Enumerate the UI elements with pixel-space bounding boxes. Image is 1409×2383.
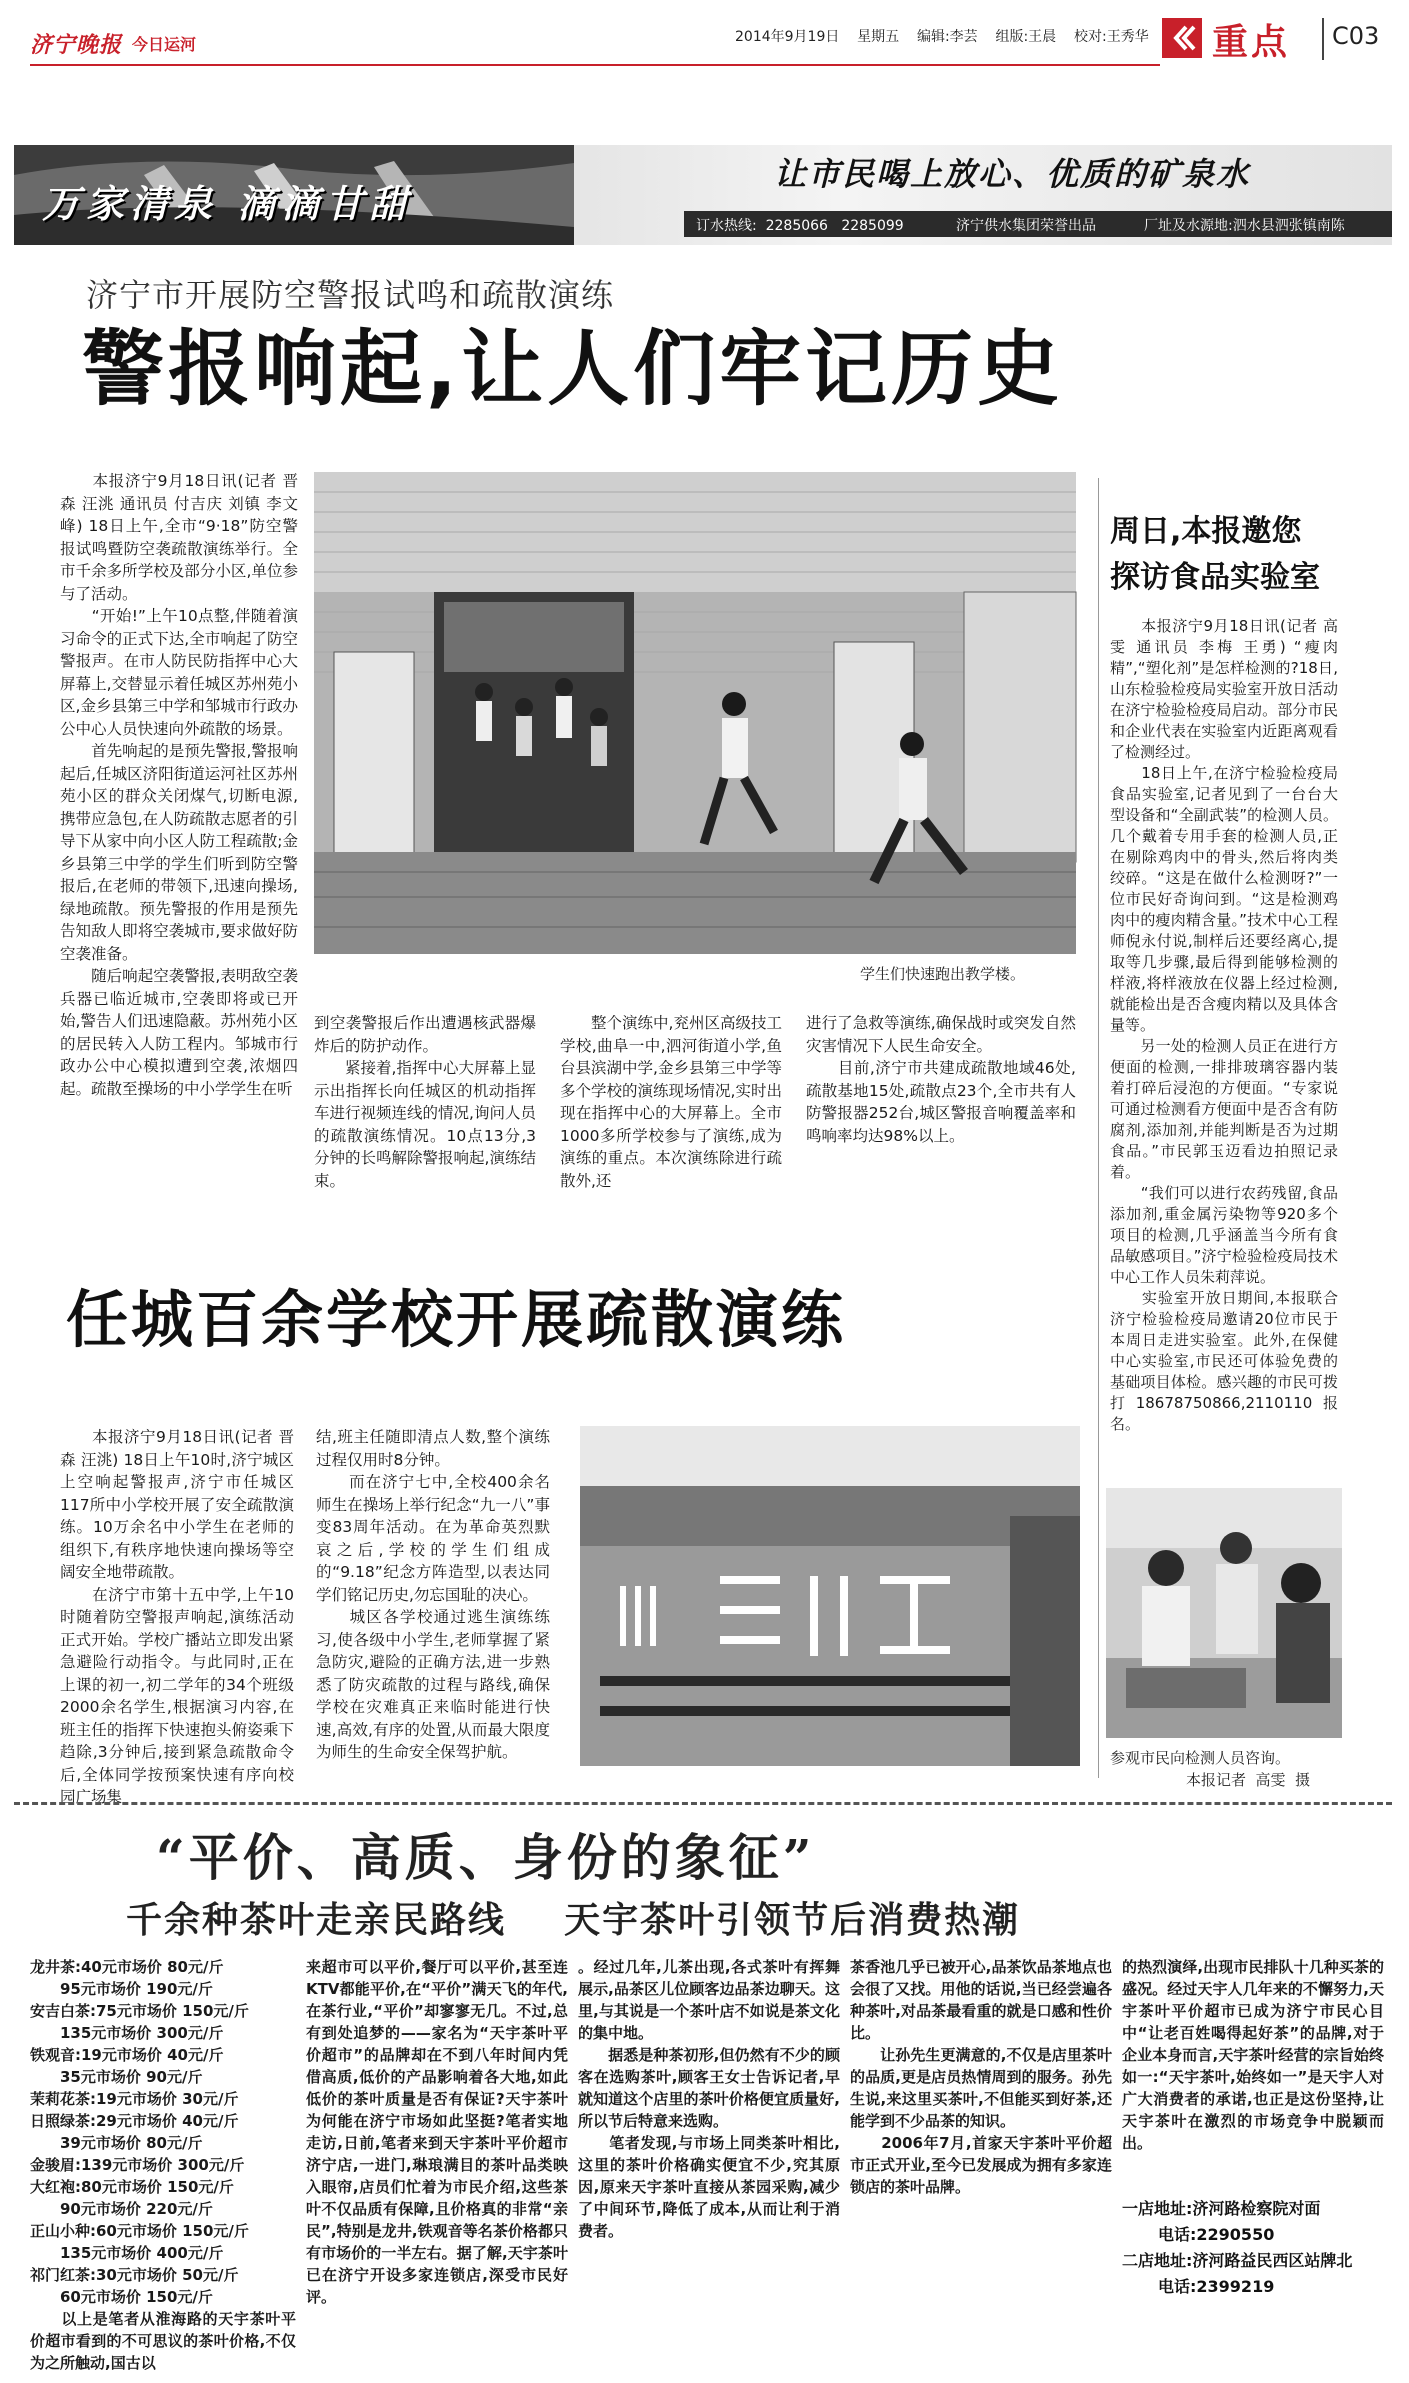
tea-column-2: 来超市可以平价,餐厅可以平价,甚至连KTV都能平价,在“平价”满天飞的年代,在茶行业,“平价”却寥寥无几。不过,总有到处追梦的——家名为“天宇茶叶平价超市”的品牌却在不到八年时间内凭借高质,低价的产品影响着各大地,如此低价的茶叶质量是否有保证?天宇茶叶为何能在济宁市场如此坚挺?笔者实地走访,日前,笔者来到天宇茶叶平价超市济宁店,一进门,琳琅满目的茶叶品类映入眼帘,店员们忙着为市民介绍,这些茶叶不仅品质有保障,且价格真的非常“亲民”,特别是龙井,铁观音等名茶价格都只有市场价的一半左右。据了解,天宇茶叶已在济宁开设多家连锁店,深受市民好评。 [306,1958,568,2306]
playground-formation-illustration [580,1426,1080,1766]
ad-factory: 厂址及水源地:泗水县泗张镇南陈 [1144,218,1345,234]
lead-column-3: 整个演练中,兖州区高级技工学校,曲阜一中,泗河街道小学,鱼台县滨湖中学,金乡县第三中学等多个学校的演练现场情况,实时出现在指挥中心的大屏幕上。全市1000多所学校参与了演练,成为演练的重点。本次演练除进行疏散外,还 [560,1014,782,1190]
lead-headline: 警报响起,让人们牢记历史 [82,322,1064,417]
section-name: 今日运河 [132,35,197,54]
food-photo [1106,1488,1342,1738]
store-2-phone: 电话:2399219 [1158,2277,1275,2296]
food-headline-line-1: 周日,本报邀您 [1110,514,1302,549]
rencheng-headline: 任城百余学校开展疏散演练 [66,1283,847,1356]
store-2-label: 二店地址: [1122,2251,1193,2270]
food-body: 本报济宁9月18日讯(记者 高雯 通讯员 李梅 王勇) “瘦肉精”,“塑化剂”是怎样检测的?18日,山东检验检疫局实验室开放日活动在济宁检验检疫局启动。部分市民和企业代表在实验室内近距离观看了检测经过。 18日上午,在济宁检验检疫局食品实验室,记者见到了一台台大型设备和“全副武装”的检测人员。几个戴着专用手套的检测人员,正在剔除鸡肉中的骨头,然后将肉类绞碎。“这是在做什么检测呀?”一位市民好奇询问到。“这是检测鸡肉中的瘦肉精含量。”技术中心工程师倪永付说,制样后还要经离心,提取等几步骤,最后得到能够检测的样液,将样液放在仪器上经过检测,就能检出是否含瘦肉精以及具体含量等。 另一处的检测人员正在进行方便面的检测,一排排玻璃容器内装着打碎后浸泡的方便面。“专家说可通过检测看方便面中是否含有防腐剂,添加剂,并能判断是否为过期食品。”市民郭玉迈看边拍照记录着。 “我们可以进行农药残留,食品添加剂,重金属污染物等920多个项目的检测,几乎涵盖当今所有食品敏感项目。”济宁检验检疫局技术中心工作人员朱莉萍说。 实验室开放日期间,本报联合济宁检验检疫局邀请20位市民于本周日走进实验室。此外,在保健中心实验室,市民还可体验免费的基础项目体检。感兴趣的市民可拨打18678750866,2110110报名。 [1110,617,1338,1433]
food-photo-caption: 参观市民向检测人员咨询。 [1110,1749,1291,1767]
rencheng-column-1: 本报济宁9月18日讯(记者 晋森 汪洮) 18日上午10时,济宁城区上空响起警报声,济宁市任城区117所中小学校开展了安全疏散演练。10万余名中小学生在老师的组织下,有秩序地快速向操场等空阔安全地带疏散。 在济宁市第十五中学,上午10时随着防空警报声响起,演练活动正式开始。学校广播站立即发出紧急避险行动指令。与此同时,正在上课的初一,初二学年的34个班级2000余名学生,根据演习内容,在班主任的指挥下快速抱头俯姿乘下趋除,3分钟后,接到紧急疏散命令后,全体同学按预案快速有序向校园广场集 [60,1428,294,1806]
food-headline-line-2: 探访食品实验室 [1110,560,1320,595]
section-badge: 重点 [1212,22,1291,63]
lead-photo [314,472,1076,954]
tea-subhead: 千余种茶叶走亲民路线 天宇茶叶引领节后消费热潮 [126,1900,1021,1941]
store-1-phone: 电话:2290550 [1158,2225,1275,2244]
tea-column-4: 茶香池几乎已被开心,品茶饮品茶地点也会很了又找。用他的话说,当已经尝遍各种茶叶,对品茶最看重的就是口感和性价比。 让孙先生更满意的,不仅是店里茶叶的品质,更是店员热情周到的服务。孙先生说,来这里买茶叶,不但能买到好茶,还能学到不少品茶的知识。 2006年7月,首家天宇茶叶平价超市正式开业,至今已发展成为拥有多家连锁店的茶叶品牌。 [850,1958,1112,2196]
ad-info-bar [684,211,1392,237]
tea-column-5: 的热烈演绎,出现市民排队十几种买茶的盛况。经过天宇人几年来的不懈努力,天宇茶叶平价超市已成为济宁市民心目中“让老百姓喝得起好茶”的品牌,对于企业本身而言,天宇茶叶经营的宗旨始终如一:“天宇茶叶,始终如一”是天宇人对广大消费者的承诺,也正是这份坚持,让天宇茶叶在激烈的市场竞争中脱颖而出。 [1122,1958,1384,2152]
ad-slogan-left: 万家清泉 滴滴甘甜 [42,181,414,226]
tea-price-list: 龙井茶:40元市场价 80元/斤 95元市场价 190元/斤 安吉白茶:75元市场价 150元/斤 135元市场价 300元/斤 铁观音:19元市场价 40元/斤 35元市场价 90元/斤 茉莉花茶:19元市场价 30元/斤 日照绿茶:29元市场价 40元/斤 39元市场价 80元/斤 金骏眉:139元市场价 300元/斤 大红袍:80元市场价 150元/斤 90元市场价 220元/斤 正山小种:60元市场价 150元/斤 135元市场价 400元/斤 祁门红茶:30元市场价 50元/斤 60元市场价 150元/斤 以上是笔者从淮海路的天宇茶叶平价超市看到的不可思议的茶叶价格,不仅为之所触动,国古以 [30,1958,296,2372]
ad-maker: 济宁供水集团荣誉出品 [956,218,1096,234]
lead-kicker: 济宁市开展防空警报试鸣和疏散演练 [86,276,615,314]
lead-column-1: 本报济宁9月18日讯(记者 晋森 汪洮 通讯员 付吉庆 刘镇 李文峰) 18日上午,全市“9·18”防空警报试鸣暨防空袭疏散演练举行。全市千余多所学校及部分小区,单位参与了活动。 “开始!”上午10点整,伴随着演习命令的正式下达,全市响起了防空警报声。在市人防民防指挥中心大屏幕上,交替显示着任城区苏州苑小区,金乡县第三中学和邹城市行政办公中心人员快速向外疏散的场景。 首先响起的是预先警报,警报响起后,任城区济阳街道运河社区苏州苑小区的群众关闭煤气,切断电源,携带应急包,在人防疏散志愿者的引导下从家中向小区人防工程疏散;金乡县第三中学的学生们听到防空警报后,在老师的带领下,迅速向操场,绿地疏散。预先警报的作用是预先告知敌人即将空袭城市,要求做好防空袭准备。 随后响起空袭警报,表明敌空袭兵器已临近城市,空袭即将或已开始,警告人们迅速隐蔽。苏州苑小区的居民转入人防工程内。邹城市行政办公中心模拟遭到空袭,浓烟四起。疏散至操场的中小学学生在听 [60,472,298,1098]
double-chevron-icon [1162,18,1202,58]
tea-column-3: 。经过几年,儿茶出现,各式茶叶有挥舞展示,品茶区儿位顾客边品茶边聊天。这里,与其说是一个茶叶店不如说是茶文化的集中地。 据悉是种茶初形,但仍然有不少的顾客在选购茶叶,顾客王女士告诉记者,早就知道这个店里的茶叶价格便宜质量好,所以节后特意来选购。 笔者发现,与市场上同类茶叶相比,这里的茶叶价格确实便宜不少,究其原因,原来天宇茶叶直接从茶园采购,减少了中间环节,降低了成本,从而让利于消费者。 [578,1958,840,2240]
lead-column-4: 进行了急救等演练,确保战时或突发自然灾害情况下人民生命安全。 目前,济宁市共建成疏散地域46处,疏散基地15处,疏散点23个,全市共有人防警报器252台,城区警报音响覆盖率和鸣响率均达98%以上。 [806,1014,1076,1145]
badge-divider [1322,18,1324,60]
column-divider [1098,478,1099,1778]
food-photo-credit: 本报记者 高雯 摄 [1186,1771,1311,1789]
school-building-illustration [314,472,1076,954]
masthead [0,0,1409,72]
rencheng-column-2: 结,班主任随即清点人数,整个演练过程仅用时8分钟。 而在济宁七中,全校400余名师生在操场上举行纪念“九一八”事变83周年活动。在为革命英烈默哀之后,学校的学生们组成的“9.18”纪念方阵造型,以表达同学们铭记历史,勿忘国耻的决心。 城区各学校通过逃生演练练习,使各级中小学生,老师掌握了紧急防灾,避险的正确方法,进一步熟悉了防灾疏散的过程与路线,确保学校在灾难真正来临时能进行快速,高效,有序的处置,从而最大限度为师生的生命安全保驾护航。 [316,1428,550,1761]
water-ad-banner [14,145,1392,245]
masthead-rule [30,64,1160,66]
store-1-address: 济河路检察院对面 [1192,2199,1321,2218]
newspaper-logo: 济宁晚报 [30,32,123,58]
tea-contact [1122,2196,1384,2300]
section-badge-box [1162,18,1202,58]
lead-photo-caption: 学生们快速跑出教学楼。 [860,965,1026,983]
ad-slogan-right: 让市民喝上放心、优质的矿泉水 [774,155,1251,193]
store-1-label: 一店地址: [1122,2199,1193,2218]
lab-visit-illustration [1106,1488,1342,1738]
tea-headline: “平价、高质、身份的象征” [156,1828,816,1887]
rencheng-photo [580,1426,1080,1766]
issue-meta: 2014年9月19日 星期五 编辑:李芸 组版:王晨 校对:王秀华 [735,29,1149,45]
ad-hotline: 订水热线: 2285066 2285099 [696,218,904,234]
page-number: C03 [1332,22,1380,50]
tea-top-border [14,1802,1392,1808]
store-2-address: 济河路益民西区站牌北 [1192,2251,1353,2270]
lead-column-2: 到空袭警报后作出遭遇核武器爆炸后的防护动作。 紧接着,指挥中心大屏幕上显示出指挥长向任城区的机动指挥车进行视频连线的情况,询问人员的疏散演练情况。10点13分,3分钟的长鸣解除警报响起,演练结束。 [314,1014,536,1190]
